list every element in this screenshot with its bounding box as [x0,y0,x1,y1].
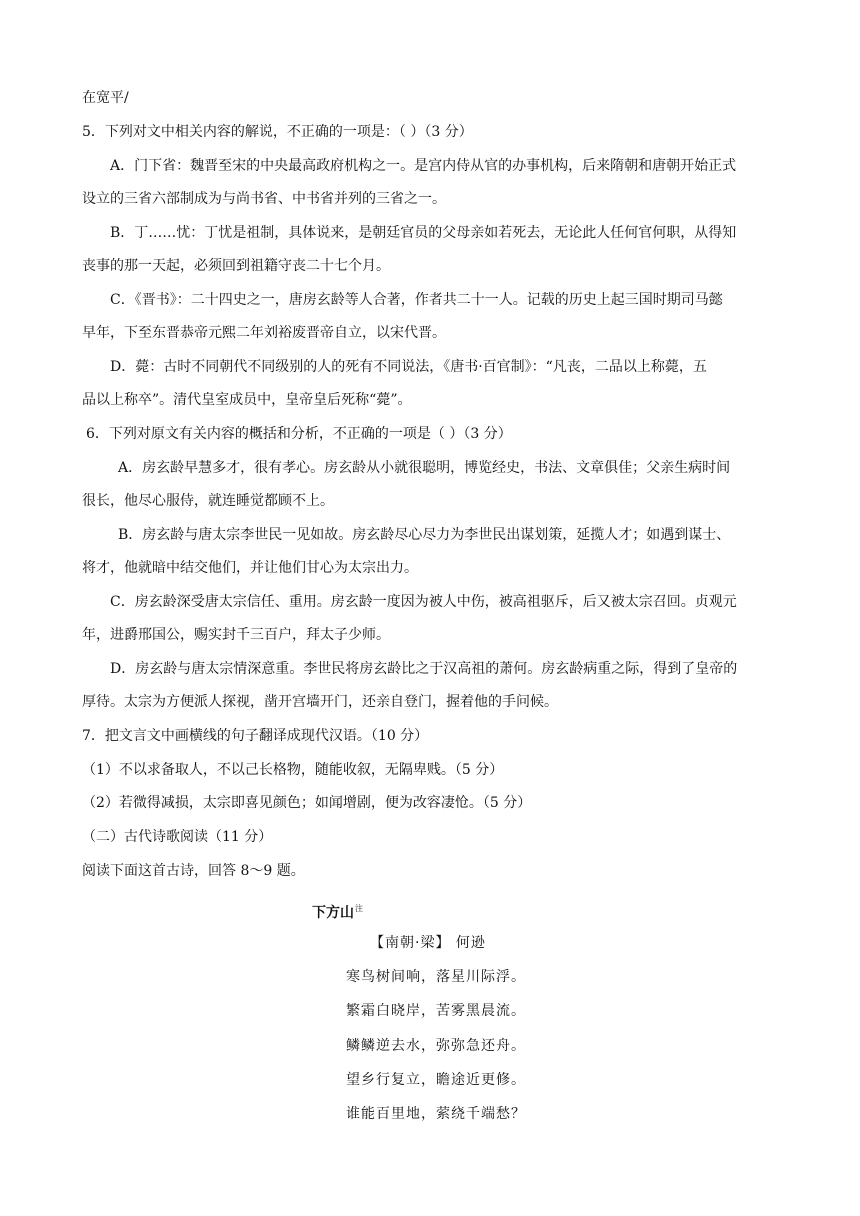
q7-sentence-2: （2）若微得减损，太宗即喜见颜色；如闻增剧，便为改容凄怆。（5 分） [82,795,532,811]
q5-option-d-line2: 品以上称卒”。清代皇室成员中，皇帝皇后死称“薨”。 [82,392,412,408]
q5-option-a-line2: 设立的三省六部制成为与尚书省、中书省并列的三省之一。 [82,191,446,207]
section-heading: （二）古代诗歌阅读（11 分） [82,829,273,845]
q7-sentence-1: （1）不以求备取人，不以己长格物，随能收叙，无隔卑贱。（5 分） [82,762,504,778]
poem-line-5: 谁能百里地，萦绕千端愁？ [346,1106,526,1122]
poem-title [312,899,363,923]
top-fragment: 在宽平/ [82,90,129,106]
q6-option-d-line1: D．房玄龄与唐太宗情深意重。李世民将房玄龄比之于汉高祖的萧何。房玄龄病重之际，得到了皇帝的 [110,661,738,677]
q6-option-c-line2: 年，进爵邢国公，赐实封千三百户，拜太子少师。 [82,627,390,643]
q6-option-b-line2: 将才，他就暗中结交他们，并让他们甘心为太宗出力。 [82,560,418,576]
q6-stem: 6．下列对原文有关内容的概括和分析，不正确的一项是（ ）（3 分） [86,426,512,442]
q6-option-a-line2: 很长，他尽心服侍，就连睡觉都顾不上。 [82,493,334,509]
poem-line-4: 望乡行复立，瞻途近更修。 [346,1072,526,1088]
poem-line-3: 鳞鳞逆去水，弥弥急还舟。 [346,1038,526,1054]
poem-line-2: 繁霜白晓岸，苦雾黑晨流。 [346,1003,526,1019]
q7-stem: 7．把文言文中画横线的句子翻译成现代汉语。（10 分） [82,728,429,744]
q6-option-a-line1: A．房玄龄早慧多才，很有孝心。房玄龄从小就很聪明，博览经史，书法、文章俱佳；父亲生病时间 [118,460,731,476]
poem-author: 【南朝·梁】 何逊 [370,935,486,951]
q6-option-d-line2: 厚待。太宗为方便派人探视，凿开宫墙开门，还亲自登门，握着他的手问候。 [82,694,558,710]
poem-note-mark: 注 [355,904,363,913]
q5-option-c-line2: 早年，下至东晋恭帝元熙二年刘裕废晋帝自立，以宋代晋。 [82,325,446,341]
q5-option-b-line1: B．丁……忧：丁忧是祖制，具体说来，是朝廷官员的父母亲如若死去，无论此人任何官何职，从得知 [110,225,737,241]
poem-line-1: 寒鸟树间响，落星川际浮。 [346,969,526,985]
poem-title-text: 下方山 [312,905,354,921]
q6-option-b-line1: B．房玄龄与唐太宗李世民一见如故。房玄龄尽心尽力为李世民出谋划策，延揽人才；如遇到谋士、 [118,527,731,543]
section-intro: 阅读下面这首古诗，回答 8～9 题。 [82,863,305,879]
q6-option-c-line1: C．房玄龄深受唐太宗信任、重用。房玄龄一度因为被人中伤，被高祖驱斥，后又被太宗召回。贞观元 [110,594,737,610]
q5-stem: 5．下列对文中相关内容的解说，不正确的一项是：（ ）（3 分） [82,124,473,140]
q5-option-a-line1: A．门下省：魏晋至宋的中央最高政府机构之一。是宫内侍从官的办事机构，后来隋朝和唐朝开始正式 [110,158,737,174]
q5-option-d-line1: D．薨：古时不同朝代不同级别的人的死有不同说法，《唐书·百官制》：“凡丧，二品以上称薨，五 [110,359,707,375]
q5-option-b-line2: 丧事的那一天起，必须回到祖籍守丧二十七个月。 [82,258,390,274]
q5-option-c-line1: C．《晋书》：二十四史之一，唐房玄龄等人合著，作者共二十一人。记载的历史上起三国时期司马懿 [110,292,723,308]
